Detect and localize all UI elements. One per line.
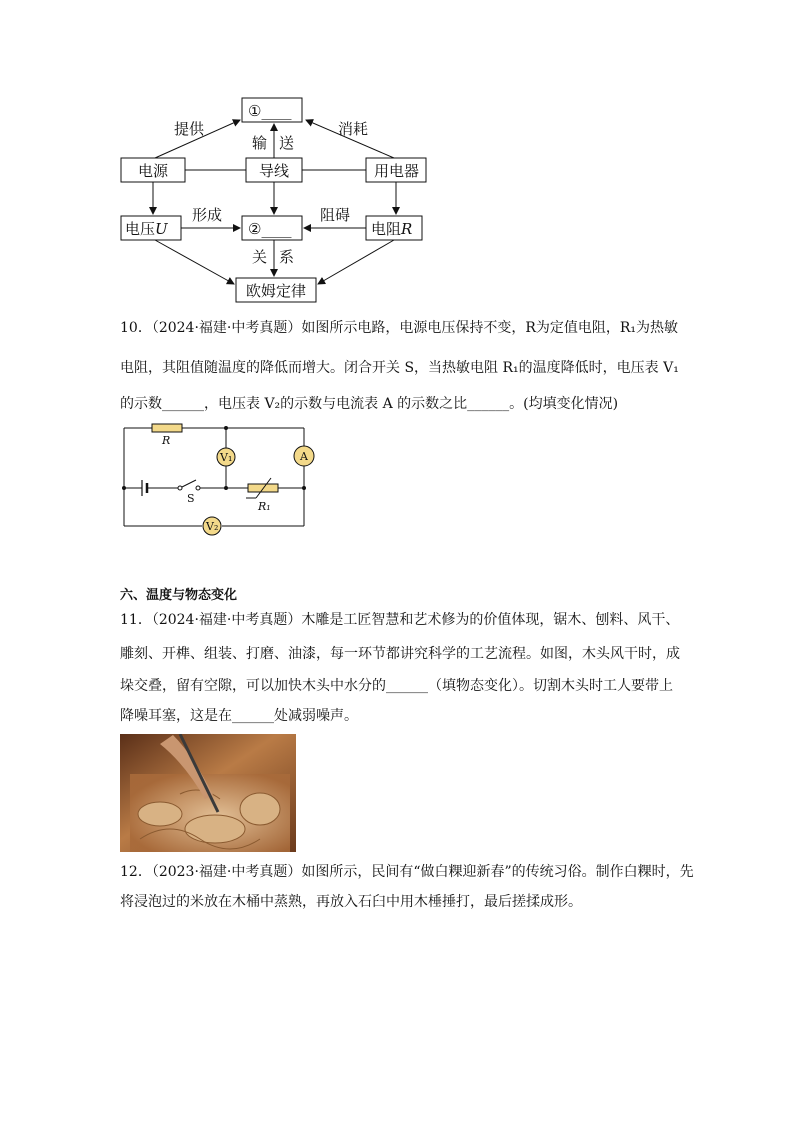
box-top-label: ①____ bbox=[248, 102, 292, 120]
q12-line2: 将浸泡过的米放在木桶中蒸熟，再放入石臼中用木棰捶打，最后搓揉成形。 bbox=[120, 894, 582, 910]
wood-carving-photo bbox=[120, 734, 296, 852]
box-appliance-label: 用电器 bbox=[374, 162, 420, 180]
box-wire-label: 导线 bbox=[259, 162, 290, 180]
concept-map-diagram bbox=[110, 90, 440, 306]
label-A: A bbox=[300, 450, 308, 463]
label-S: S bbox=[187, 492, 195, 505]
label-V1: V₁ bbox=[220, 451, 233, 464]
resistor-R bbox=[152, 424, 182, 432]
arrow-provide-label: 提供 bbox=[174, 120, 205, 138]
box-voltage-label: 电压U bbox=[125, 220, 168, 238]
section-title: 六、温度与物态变化 bbox=[120, 588, 238, 603]
q11-line4: 降噪耳塞，这是在______处减弱噪声。 bbox=[120, 708, 358, 724]
arrow-form-label: 形成 bbox=[192, 206, 223, 224]
arrow-transport-label-1: 输 bbox=[252, 134, 268, 152]
circuit-diagram bbox=[116, 420, 326, 545]
q10-line2: 电阻，其阻值随温度的降低而增大。闭合开关 S，当热敏电阻 R₁的温度降低时，电压表 V₁ bbox=[120, 360, 679, 376]
q11-line1: 11．（2024·福建·中考真题）木雕是工匠智慧和艺术修为的价值体现，锯木、刨料、风干、 bbox=[120, 612, 680, 628]
box-bottom-label: 欧姆定律 bbox=[246, 282, 307, 300]
box-power-label: 电源 bbox=[138, 162, 169, 180]
label-V2: V₂ bbox=[206, 520, 219, 533]
q10-line1: 10．（2024·福建·中考真题）如图所示电路，电源电压保持不变，R为定值电阻，R₁为热敏 bbox=[120, 320, 679, 336]
q11-line2: 雕刻、开榫、组装、打磨、油漆，每一环节都讲究科学的工艺流程。如图，木头风干时，成 bbox=[120, 646, 680, 662]
arrow-obstruct-label: 阻碍 bbox=[320, 206, 351, 224]
label-Rt: R₁ bbox=[258, 500, 271, 513]
label-R: R bbox=[162, 434, 171, 447]
box-mid-label: ②____ bbox=[248, 220, 292, 238]
box-resistance-label: 电阻R bbox=[371, 220, 413, 238]
arrow-relation-label-1: 关 bbox=[252, 248, 268, 266]
q11-line3: 垛交叠，留有空隙，可以加快木头中水分的______（填物态变化）。切割木头时工人要带上 bbox=[120, 678, 673, 694]
arrow-relation-label-2: 系 bbox=[279, 248, 295, 266]
arrow-transport-label-2: 送 bbox=[279, 134, 295, 152]
q12-line1: 12．（2023·福建·中考真题）如图所示，民间有“做白粿迎新春”的传统习俗。制作白粿时，先 bbox=[120, 864, 694, 880]
arrow-consume-label: 消耗 bbox=[338, 120, 369, 138]
q10-line3: 的示数______，电压表 V₂的示数与电流表 A 的示数之比______。(均填变化情况) bbox=[120, 396, 619, 412]
